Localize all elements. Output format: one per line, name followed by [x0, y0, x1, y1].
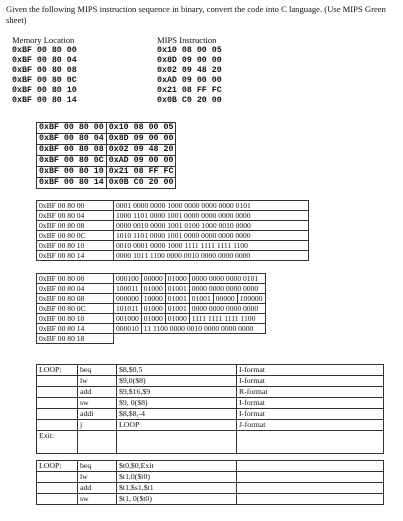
- table-row: [37, 409, 384, 420]
- plain-addr: 0xBF 00 80 08: [12, 66, 77, 75]
- label-cell: [37, 376, 78, 387]
- rt-cell: 01001: [165, 284, 189, 294]
- plain-addr: 0xBF 00 80 04: [12, 56, 77, 65]
- mips-instruction-header: MIPS Instruction: [157, 35, 217, 45]
- table-row: [37, 211, 309, 221]
- format-cell: [237, 494, 384, 505]
- opcode-cell: 000000: [114, 294, 142, 304]
- intro-text: Given the following MIPS instruction sequence in binary, convert the code into C language. (Use MIPS Green sheet): [6, 4, 386, 25]
- args-cell: $8,$8,-4: [117, 409, 237, 420]
- table-row: [37, 241, 309, 251]
- opcode-cell: 101011: [114, 304, 142, 314]
- addr-cell: 0xBF 00 80 14: [37, 251, 114, 261]
- addr-cell: 0xBF 00 80 0C: [37, 231, 114, 241]
- label-cell: [37, 483, 78, 494]
- binary-table: [36, 200, 309, 261]
- table-row: [37, 167, 176, 178]
- addr-cell: 0xBF 00 80 08: [37, 145, 107, 156]
- format-cell: I-format: [237, 398, 384, 409]
- op-cell: lw: [78, 472, 117, 483]
- format-cell: [237, 461, 384, 472]
- format-cell: [237, 472, 384, 483]
- format-cell: R-format: [237, 387, 384, 398]
- addr-cell: 0xBF 00 80 04: [37, 284, 114, 294]
- table-row: [37, 314, 266, 324]
- rs-cell: 00000: [141, 274, 165, 284]
- opcode-cell: 001000: [114, 314, 142, 324]
- format-cell: I-format: [237, 376, 384, 387]
- table-row: [37, 365, 384, 376]
- args-cell: $t1, 0($t0): [117, 494, 237, 505]
- op-cell: sw: [78, 398, 117, 409]
- addr-cell: 0xBF 00 80 18: [37, 334, 114, 344]
- imm-cell: 0000 0000 0000 0000: [189, 304, 265, 314]
- instr-cell: 0xAD 09 00 00: [106, 156, 176, 167]
- label-cell: [37, 387, 78, 398]
- table-row: [37, 145, 176, 156]
- addr-cell: 0xBF 00 80 10: [37, 314, 114, 324]
- addr-cell: 0xBF 00 80 0C: [37, 304, 114, 314]
- plain-instr: 0x21 08 FF FC: [157, 86, 222, 95]
- format-cell: [237, 483, 384, 494]
- binary-cell: 0010 0001 0000 1000 1111 1111 1111 1100: [114, 241, 309, 251]
- plain-instr: 0x10 08 00 05: [157, 46, 222, 55]
- rt-cell: 01001: [165, 294, 189, 304]
- memory-location-header: Memory Location: [12, 35, 75, 45]
- table-row: [37, 334, 266, 344]
- args-cell: $9, 0($8): [117, 398, 237, 409]
- imm-cell: 0000 0000 0000 0101: [189, 274, 265, 284]
- hex-table: [36, 122, 176, 189]
- rs-cell: 01000: [141, 284, 165, 294]
- op-cell: add: [78, 387, 117, 398]
- binary-cell: 0001 0000 0000 1000 0000 0000 0000 0101: [114, 201, 309, 211]
- addr-cell: 0xBF 00 80 08: [37, 294, 114, 304]
- binary-cell: 0000 0010 0000 1001 0100 1000 0010 0000: [114, 221, 309, 231]
- label-cell: [37, 420, 78, 431]
- label-cell: LOOP:: [37, 365, 78, 376]
- table-row: [37, 134, 176, 145]
- label-cell: [37, 409, 78, 420]
- op-cell: sw: [78, 494, 117, 505]
- table-row: [37, 221, 309, 231]
- args-cell: LOOP: [117, 420, 237, 431]
- addr-cell: 0xBF 00 80 10: [37, 241, 114, 251]
- format-cell: I-format: [237, 365, 384, 376]
- addr-cell: 0xBF 00 80 0C: [37, 156, 107, 167]
- addr-cell: 0xBF 00 80 08: [37, 221, 114, 231]
- op-cell: j: [78, 420, 117, 431]
- table-row: [37, 431, 384, 454]
- imm-cell: 1111 1111 1111 1100: [189, 314, 265, 324]
- table-row: [37, 294, 266, 304]
- format-cell: J-format: [237, 420, 384, 431]
- label-cell: [37, 398, 78, 409]
- label-cell: [37, 472, 78, 483]
- label-cell: [37, 494, 78, 505]
- empty-cell: [114, 334, 266, 344]
- addr-cell: 0xBF 00 80 14: [37, 178, 107, 189]
- instr-cell: 0x02 09 48 20: [106, 145, 176, 156]
- label-cell: Exit:: [37, 431, 78, 454]
- label-cell: LOOP:: [37, 461, 78, 472]
- field-table: [36, 273, 266, 344]
- opcode-cell: 000010: [114, 324, 142, 334]
- addr-cell: 0xBF 00 80 04: [37, 134, 107, 145]
- plain-addr: 0xBF 00 80 14: [12, 96, 77, 105]
- instr-cell: 0x8D 09 00 00: [106, 134, 176, 145]
- table-row: [37, 274, 266, 284]
- rt-cell: 01000: [165, 314, 189, 324]
- table-row: [37, 420, 384, 431]
- rs-cell: 01000: [141, 314, 165, 324]
- format-cell: I-format: [237, 409, 384, 420]
- table-row: [37, 156, 176, 167]
- plain-addr: 0xBF 00 80 10: [12, 86, 77, 95]
- asm-table-2: [36, 460, 384, 505]
- args-cell: [117, 431, 237, 454]
- shamt-cell: 00000: [213, 294, 237, 304]
- op-cell: addi: [78, 409, 117, 420]
- opcode-cell: 100011: [114, 284, 142, 294]
- opcode-cell: 000100: [114, 274, 142, 284]
- plain-instr: 0xAD 09 00 00: [157, 76, 222, 85]
- plain-listing: [12, 46, 242, 108]
- table-row: [37, 472, 384, 483]
- table-row: [37, 494, 384, 505]
- addr-cell: 0xBF 00 80 00: [37, 123, 107, 134]
- addr-cell: 0xBF 00 80 14: [37, 324, 114, 334]
- op-cell: beq: [78, 461, 117, 472]
- binary-cell: 1010 1101 0000 1001 0000 0000 0000 0000: [114, 231, 309, 241]
- asm-table: [36, 364, 384, 454]
- table-row: [37, 178, 176, 189]
- op-cell: add: [78, 483, 117, 494]
- instr-cell: 0x0B C0 20 00: [106, 178, 176, 189]
- addr-cell: 0xBF 00 80 00: [37, 274, 114, 284]
- args-cell: $8,$0,5: [117, 365, 237, 376]
- binary-cell: 1000 1101 0000 1001 0000 0000 0000 0000: [114, 211, 309, 221]
- table-row: [37, 398, 384, 409]
- instr-cell: 0x10 08 00 05: [106, 123, 176, 134]
- table-row: [37, 324, 266, 334]
- table-row: [37, 284, 266, 294]
- table-row: [37, 251, 309, 261]
- addr-cell: 0xBF 00 80 00: [37, 201, 114, 211]
- imm-cell: 0000 0000 0000 0000: [189, 284, 265, 294]
- op-cell: lw: [78, 376, 117, 387]
- rs-cell: 10000: [141, 294, 165, 304]
- table-row: [37, 123, 176, 134]
- args-cell: $9,$16,$9: [117, 387, 237, 398]
- funct-cell: 100000: [237, 294, 265, 304]
- plain-instr: 0x0B C0 20 00: [157, 96, 222, 105]
- jump-address-cell: 11 1100 0000 0010 0000 0000 0000: [141, 324, 265, 334]
- table-row: [37, 304, 266, 314]
- args-cell: $t1,0($t0): [117, 472, 237, 483]
- table-row: [37, 376, 384, 387]
- instr-cell: 0x21 08 FF FC: [106, 167, 176, 178]
- table-row: [37, 201, 309, 211]
- rt-cell: 01000: [165, 274, 189, 284]
- table-row: [37, 483, 384, 494]
- format-cell: [237, 431, 384, 454]
- rd-cell: 01001: [189, 294, 213, 304]
- table-row: [37, 387, 384, 398]
- addr-cell: 0xBF 00 80 04: [37, 211, 114, 221]
- plain-instr: 0x8D 09 00 00: [157, 56, 222, 65]
- args-cell: $t1,$s1,$t1: [117, 483, 237, 494]
- table-row: [37, 231, 309, 241]
- op-cell: [78, 431, 117, 454]
- rt-cell: 01001: [165, 304, 189, 314]
- op-cell: beq: [78, 365, 117, 376]
- addr-cell: 0xBF 00 80 10: [37, 167, 107, 178]
- plain-addr: 0xBF 00 80 0C: [12, 76, 77, 85]
- plain-instr: 0x02 09 48 20: [157, 66, 222, 75]
- binary-cell: 0000 1011 1100 0000 0010 0000 0000 0000: [114, 251, 309, 261]
- args-cell: $t0,$0,Exit: [117, 461, 237, 472]
- table-row: [37, 461, 384, 472]
- plain-addr: 0xBF 00 80 00: [12, 46, 77, 55]
- rs-cell: 01000: [141, 304, 165, 314]
- args-cell: $9,0($8): [117, 376, 237, 387]
